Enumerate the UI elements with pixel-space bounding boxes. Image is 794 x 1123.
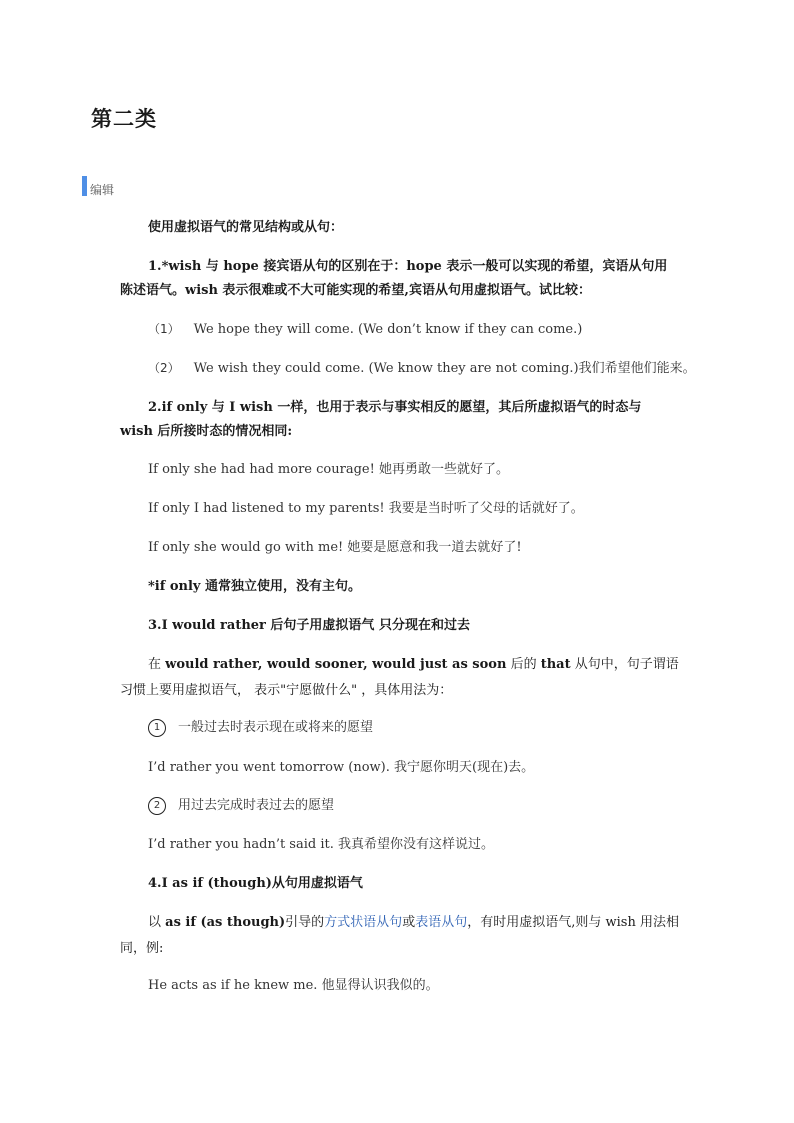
s3-heading: 3.I would rather 后句子用虚拟语气 只分现在和过去 <box>148 618 470 633</box>
para-text: 以 <box>148 915 166 930</box>
s2-example-2: If only I had listened to my parents! 我要是当时听了父母的话就好了。 <box>148 501 584 516</box>
para-text: 在 <box>148 657 166 672</box>
example-number: （2） <box>148 361 180 375</box>
s1-example-2 <box>148 356 696 381</box>
s3-paragraph <box>120 652 680 704</box>
circled-number: 2 <box>148 797 166 815</box>
s2-note: *if only 通常独立使用，没有主句。 <box>148 579 361 594</box>
para-bold: would rather, would sooner, would just as soon <box>165 657 507 672</box>
para-text: 后的 <box>506 657 541 672</box>
s2-line2: wish 后所接时态的情况相同: <box>120 424 293 439</box>
para-bold: as if (as though) <box>165 915 286 930</box>
s1-line1: 1.*wish 与 hope 接宾语从句的区别在于：hope 表示一般可以实现的希望，宾语从句用 <box>148 259 668 274</box>
section-marker <box>82 176 87 196</box>
para-bold: that <box>540 657 571 672</box>
link-predicative-clause[interactable]: 表语从句 <box>415 915 468 930</box>
s3-item-1 <box>148 716 373 740</box>
s2-line1: 2.if only 与 I wish 一样，也用于表示与事实相反的愿望，其后所虚拟语气的时态与 <box>148 400 642 415</box>
s2-example-1: If only she had had more courage! 她再勇敢一些就好了。 <box>148 462 509 477</box>
s4-example-1: He acts as if he knew me. 他显得认识我似的。 <box>148 978 439 993</box>
s4-paragraph <box>120 910 680 962</box>
page-title: 第二类 <box>91 107 157 131</box>
link-adverbial-clause[interactable]: 方式状语从句 <box>324 915 403 930</box>
edit-link[interactable]: 编辑 <box>90 183 115 197</box>
para-text: 从句中，句子谓语习惯上要用虚拟语气， 表示"宁愿做什么" ，具体用法为： <box>120 657 679 698</box>
s3-example-2: I’d rather you hadn’t said it. 我真希望你没有这样说过。 <box>148 837 494 852</box>
item-text: 用过去完成时表过去的愿望 <box>178 798 335 813</box>
intro-text: 使用虚拟语气的常见结构或从句： <box>148 220 344 235</box>
s1-line2: 陈述语气。wish 表示很难或不大可能实现的希望,宾语从句用虚拟语气。试比较： <box>120 283 591 298</box>
example-text: We wish they could come. (We know they are not coming.)我们希望他们能来。 <box>193 361 696 376</box>
para-text: 引导的 <box>285 915 325 930</box>
s3-example-1: I’d rather you went tomorrow (now). 我宁愿你明天(现在)去。 <box>148 760 535 775</box>
s3-item-2 <box>148 794 334 818</box>
item-text: 一般过去时表示现在或将来的愿望 <box>178 720 374 735</box>
s1-example-1 <box>148 317 582 342</box>
s2-example-3: If only she would go with me! 她要是愿意和我一道去就好了! <box>148 540 522 555</box>
para-text: ，有时用虚拟语气,则与 wish 用法相同，例: <box>120 915 679 956</box>
s4-heading: 4.I as if (though)从句用虚拟语气 <box>148 876 363 891</box>
para-text: 或 <box>402 915 416 930</box>
circled-number: 1 <box>148 719 166 737</box>
example-text: We hope they will come. (We don’t know if they can come.) <box>193 322 583 337</box>
example-number: （1） <box>148 322 180 336</box>
